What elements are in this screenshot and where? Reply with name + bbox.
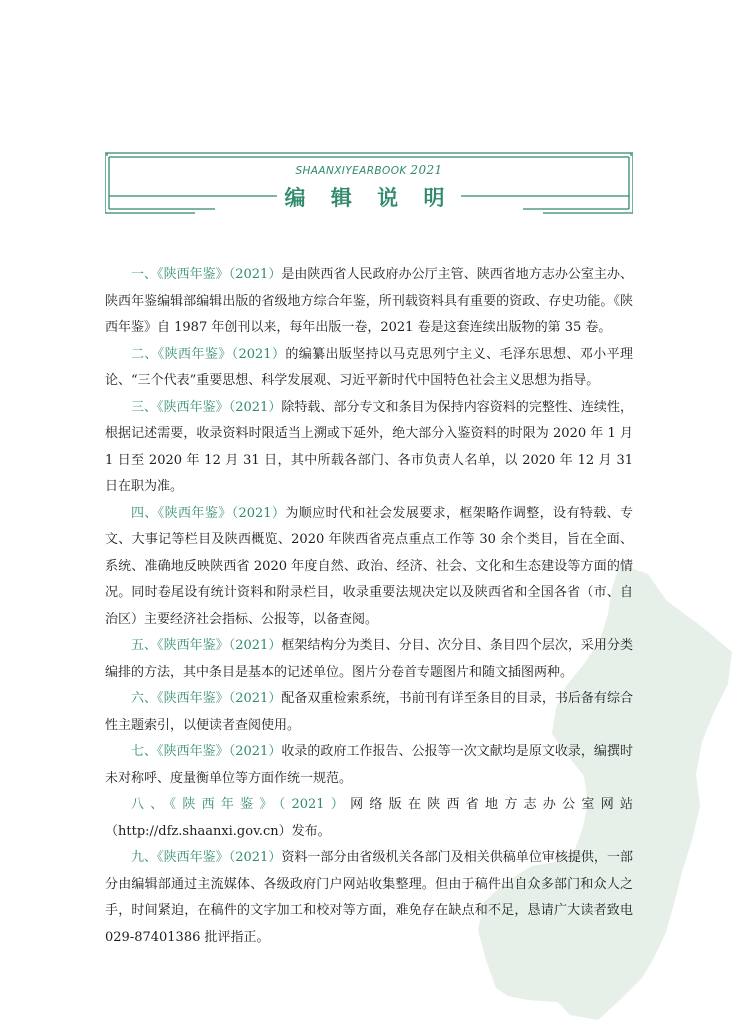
paragraph-lead: 七、《陕西年鉴》（2021） xyxy=(131,744,282,759)
paragraph-lead: 三、《陕西年鉴》（2021） xyxy=(131,399,282,415)
paragraph-lead: 九、《陕西年鉴》（2021） xyxy=(131,850,282,865)
paragraph-lead: 二、《陕西年鉴》（2021） xyxy=(131,346,286,362)
paragraph xyxy=(105,845,633,951)
header-frame xyxy=(105,152,633,214)
paragraph xyxy=(105,342,633,395)
paragraph-text: 框架结构分为类目、分目、次分目、条目四个层次，采用分类编排的方法，其中条目是基本的记述单位。图片分卷首专题图片和随文插图两种。 xyxy=(105,638,633,680)
editorial-notes xyxy=(105,262,633,951)
paragraph-text: 是由陕西省人民政府办公厅主管、陕西省地方志办公室主办、陕西年鉴编辑部编辑出版的省级地方综合年鉴，所刊载资料具有重要的资政、存史功能。《陕西年鉴》自 1987 年创刊以来，每年出版一卷，2021 卷是这套连续出版物的第 35 卷。 xyxy=(105,267,633,335)
paragraph xyxy=(105,792,633,845)
paragraph xyxy=(105,633,633,686)
paragraph xyxy=(105,501,633,634)
paragraph-text: 资料一部分由省级机关各部门及相关供稿单位审核提供，一部分由编辑部通过主流媒体、各级政府门户网站收集整理。但由于稿件出自众多部门和众人之手，时间紧迫，在稿件的文字加工和校对等方面，难免存在缺点和不足，恳请广大读者致电 029-87401386 批评指正。 xyxy=(105,850,633,945)
paragraph-text: 的编纂出版坚持以马克思列宁主义、毛泽东思想、邓小平理论、“三个代表”重要思想、科学发展观、习近平新时代中国特色社会主义思想为指导。 xyxy=(105,346,633,388)
paragraph-lead: 六、《陕西年鉴》（2021） xyxy=(131,691,282,706)
paragraph-text: 为顺应时代和社会发展要求，框架略作调整，设有特载、专文、大事记等栏目及陕西概览、2020 年陕西省亮点重点工作等 30 余个类目，旨在全面、系统、准确地反映陕西省 2020 年度自然、政治、经济、社会、文化和生态建设等方面的情况。同时卷尾设有统计资料和附录栏目，收录重要法规决定以及陕西省和全国各省（市、自治区）主要经济社会指标、公报等，以备查阅。 xyxy=(105,505,633,627)
paragraph-lead: 四、《陕西年鉴》（2021） xyxy=(131,505,286,521)
yearbook-year: 2021 xyxy=(410,163,443,177)
paragraph xyxy=(105,686,633,739)
paragraph-lead: 五、《陕西年鉴》（2021） xyxy=(131,638,282,653)
paragraph xyxy=(105,739,633,792)
yearbook-label xyxy=(105,163,633,177)
paragraph-text: 除特载、部分专文和条目为保持内容资料的完整性、连续性，根据记述需要，收录资料时限适当上溯或下延外，绝大部分入鉴资料的时限为 2020 年 1 月 1 日至 2020 年 12 月 31 日，其中所载各部门、各市负责人名单，以 2020 年 12 月 31 日在职为准。 xyxy=(105,399,633,494)
paragraph xyxy=(105,395,633,501)
page-title: 编 辑 说 明 xyxy=(277,182,462,212)
page-title-wrap xyxy=(105,182,633,212)
paragraph-text: 收录的政府工作报告、公报等一次文献均是原文收录，编撰时未对称呼、度量衡单位等方面作统一规范。 xyxy=(105,744,633,786)
paragraph-lead: 八、《陕西年鉴》（2021） xyxy=(131,797,351,812)
paragraph-text: 配备双重检索系统，书前刊有详至条目的目录，书后备有综合性主题索引，以便读者查阅使用。 xyxy=(105,691,633,733)
paragraph-lead: 一、《陕西年鉴》（2021） xyxy=(131,267,282,282)
paragraph xyxy=(105,262,633,342)
yearbook-name: SHAANXIYEARBOOK xyxy=(295,165,407,177)
paragraph-text: 网络版在陕西省地方志办公室网站（http://dfz.shaanxi.gov.cn）发布。 xyxy=(105,797,633,839)
